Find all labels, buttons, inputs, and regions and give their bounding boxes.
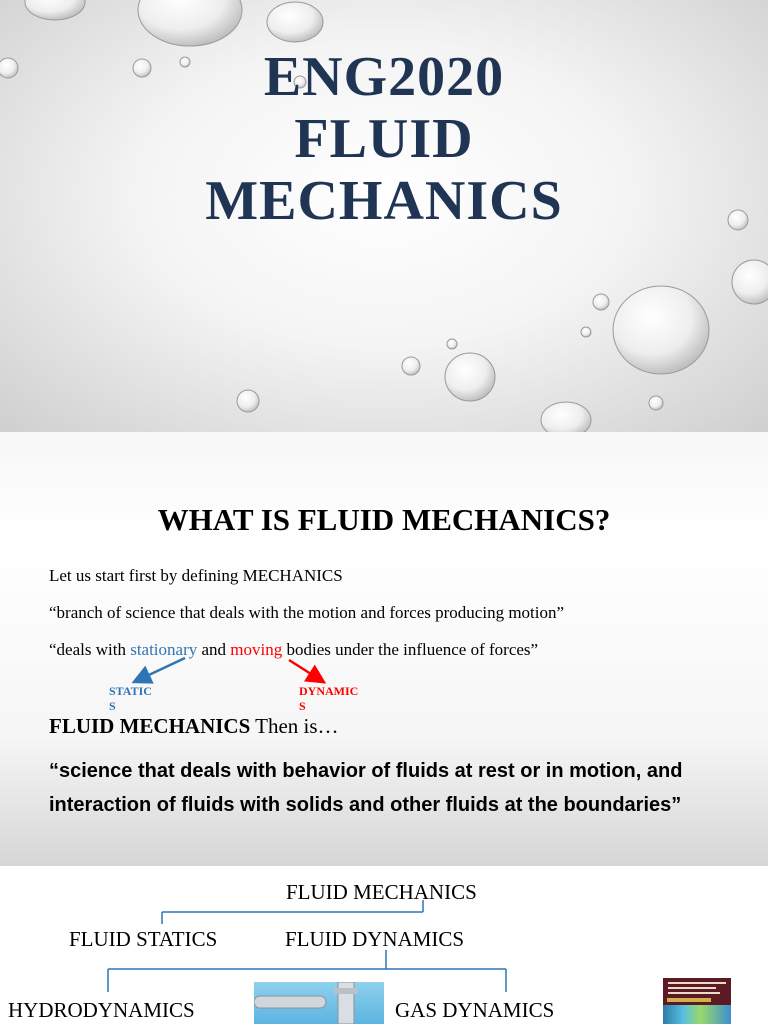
intro-line: Let us start first by defining MECHANICS bbox=[49, 566, 343, 585]
faucet-photo bbox=[254, 982, 384, 1024]
classification-slide bbox=[0, 866, 768, 1024]
fm-rest: Then is… bbox=[250, 714, 339, 738]
course-title bbox=[0, 46, 768, 232]
title-line-mechanics: MECHANICS bbox=[205, 170, 563, 232]
bodies-line-post: bodies under the influence of forces” bbox=[282, 640, 539, 659]
textbook-cover-image bbox=[663, 978, 731, 1024]
fm-bold: FLUID MECHANICS bbox=[49, 714, 251, 738]
dynamics-label-line2: S bbox=[299, 699, 306, 713]
title-slide bbox=[0, 0, 768, 432]
arrow-to-dynamics bbox=[289, 660, 322, 681]
statics-label bbox=[109, 684, 152, 714]
faucet-icon bbox=[254, 982, 384, 1024]
dynamics-label bbox=[299, 684, 358, 714]
node-fluid-statics: FLUID STATICS bbox=[69, 927, 218, 951]
node-hydrodynamics: HYDRODYNAMICS bbox=[8, 998, 195, 1022]
fluid-mechanics-definition: “science that deals with behavior of fluids at rest or in motion, and interaction of fluids with solids and other fluids at the boundaries” bbox=[49, 760, 683, 816]
node-gas-dynamics: GAS DYNAMICS bbox=[395, 998, 555, 1022]
statics-label-line1: STATIC bbox=[109, 684, 152, 698]
arrow-to-statics bbox=[136, 658, 185, 681]
fluid-mechanics-intro bbox=[49, 714, 339, 739]
bodies-line-pre: “deals with bbox=[49, 640, 131, 659]
title-line-code: ENG2020 bbox=[263, 46, 505, 108]
statics-label-line2: S bbox=[109, 699, 116, 713]
dynamics-label-line1: DYNAMIC bbox=[299, 684, 359, 698]
mechanics-definition: “branch of science that deals with the motion and forces producing motion” bbox=[49, 603, 565, 622]
title-line-fluid: FLUID bbox=[294, 108, 474, 170]
bodies-line-mid: and bbox=[197, 640, 231, 659]
word-moving: moving bbox=[230, 640, 283, 659]
node-fluid-mechanics: FLUID MECHANICS bbox=[286, 880, 477, 904]
definition-slide bbox=[0, 432, 768, 866]
node-fluid-dynamics: FLUID DYNAMICS bbox=[285, 927, 465, 951]
slide-heading: WHAT IS FLUID MECHANICS? bbox=[157, 502, 611, 537]
word-stationary: stationary bbox=[130, 640, 198, 659]
